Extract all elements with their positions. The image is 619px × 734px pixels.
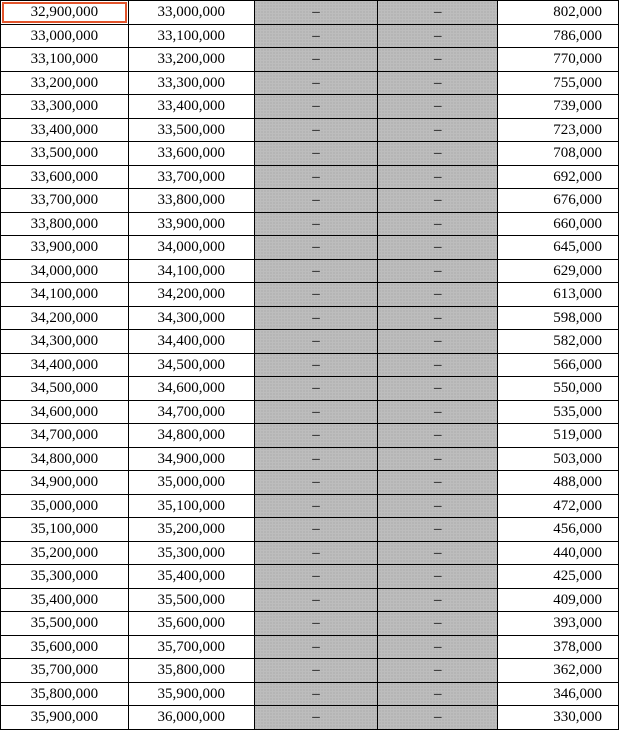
amount-cell[interactable]: 456,000 [498,518,619,542]
range-to-cell[interactable]: 34,800,000 [128,424,254,448]
amount-cell[interactable]: 708,000 [498,142,619,166]
shaded-dash-cell[interactable]: – [254,706,378,730]
range-to-cell[interactable]: 35,300,000 [128,541,254,565]
selected-cell[interactable]: 32,900,000 [1,1,129,25]
table-row [1,212,619,236]
range-from-cell[interactable]: 34,200,000 [1,306,129,330]
shaded-dash-cell[interactable]: – [254,212,378,236]
range-to-cell[interactable]: 34,000,000 [128,236,254,260]
range-from-cell[interactable]: 33,400,000 [1,118,129,142]
shaded-dash-cell[interactable]: – [378,682,498,706]
range-from-cell[interactable]: 33,800,000 [1,212,129,236]
shaded-dash-cell[interactable]: – [254,494,378,518]
table-row [1,706,619,730]
shaded-dash-cell[interactable]: – [378,306,498,330]
shaded-dash-cell[interactable]: – [254,588,378,612]
shaded-dash-cell[interactable]: – [254,142,378,166]
shaded-dash-cell[interactable]: – [254,541,378,565]
shaded-dash-cell[interactable]: – [254,447,378,471]
range-to-cell[interactable]: 34,900,000 [128,447,254,471]
range-from-cell[interactable]: 33,500,000 [1,142,129,166]
range-from-cell[interactable]: 34,400,000 [1,353,129,377]
shaded-dash-cell[interactable]: – [378,400,498,424]
amount-cell[interactable]: 488,000 [498,471,619,495]
amount-cell[interactable]: 739,000 [498,95,619,119]
range-from-cell[interactable]: 34,100,000 [1,283,129,307]
table-row [1,118,619,142]
shaded-dash-cell[interactable]: – [254,377,378,401]
amount-cell[interactable]: 472,000 [498,494,619,518]
shaded-dash-cell[interactable]: – [254,165,378,189]
table-row [1,612,619,636]
shaded-dash-cell[interactable]: – [378,471,498,495]
range-to-cell[interactable]: 35,500,000 [128,588,254,612]
range-to-cell[interactable]: 35,700,000 [128,635,254,659]
range-to-cell[interactable]: 34,400,000 [128,330,254,354]
range-from-cell[interactable]: 34,700,000 [1,424,129,448]
range-to-cell[interactable]: 34,700,000 [128,400,254,424]
amount-cell[interactable]: 660,000 [498,212,619,236]
amount-cell[interactable]: 378,000 [498,635,619,659]
range-to-cell[interactable]: 33,000,000 [128,1,254,25]
range-to-cell[interactable]: 33,700,000 [128,165,254,189]
table-row [1,494,619,518]
range-from-cell[interactable]: 34,300,000 [1,330,129,354]
amount-cell[interactable]: 629,000 [498,259,619,283]
amount-cell[interactable]: 802,000 [498,1,619,25]
table-row [1,306,619,330]
amount-cell[interactable]: 409,000 [498,588,619,612]
amount-cell[interactable]: 362,000 [498,659,619,683]
shaded-dash-cell[interactable]: – [378,518,498,542]
range-to-cell[interactable]: 34,300,000 [128,306,254,330]
shaded-dash-cell[interactable]: – [254,635,378,659]
shaded-dash-cell[interactable]: – [378,424,498,448]
range-from-cell[interactable]: 35,200,000 [1,541,129,565]
shaded-dash-cell[interactable]: – [378,1,498,25]
shaded-dash-cell[interactable]: – [378,635,498,659]
amount-cell[interactable]: 346,000 [498,682,619,706]
range-from-cell[interactable]: 33,900,000 [1,236,129,260]
amount-cell[interactable]: 582,000 [498,330,619,354]
table-row [1,330,619,354]
table-row [1,259,619,283]
shaded-dash-cell[interactable]: – [254,330,378,354]
range-from-cell[interactable]: 34,900,000 [1,471,129,495]
shaded-dash-cell[interactable]: – [254,612,378,636]
table-row [1,541,619,565]
shaded-dash-cell[interactable]: – [254,189,378,213]
range-from-cell[interactable]: 35,600,000 [1,635,129,659]
shaded-dash-cell[interactable]: – [254,236,378,260]
table-row [1,142,619,166]
table-row [1,565,619,589]
range-to-cell[interactable]: 33,300,000 [128,71,254,95]
shaded-dash-cell[interactable]: – [378,24,498,48]
range-to-cell[interactable]: 33,500,000 [128,118,254,142]
range-from-cell[interactable]: 35,300,000 [1,565,129,589]
amount-cell[interactable]: 786,000 [498,24,619,48]
shaded-dash-cell[interactable]: – [254,259,378,283]
shaded-dash-cell[interactable]: – [378,447,498,471]
amount-cell[interactable]: 393,000 [498,612,619,636]
shaded-dash-cell[interactable]: – [378,118,498,142]
amount-cell[interactable]: 566,000 [498,353,619,377]
shaded-dash-cell[interactable]: – [254,659,378,683]
amount-cell[interactable]: 692,000 [498,165,619,189]
shaded-dash-cell[interactable]: – [378,236,498,260]
range-from-cell[interactable]: 35,000,000 [1,494,129,518]
amount-cell[interactable]: 645,000 [498,236,619,260]
amount-cell[interactable]: 503,000 [498,447,619,471]
shaded-dash-cell[interactable]: – [378,259,498,283]
shaded-dash-cell[interactable]: – [254,400,378,424]
range-from-cell[interactable]: 35,400,000 [1,588,129,612]
range-from-cell[interactable]: 34,000,000 [1,259,129,283]
shaded-dash-cell[interactable]: – [378,212,498,236]
range-to-cell[interactable]: 35,400,000 [128,565,254,589]
range-from-cell[interactable]: 33,300,000 [1,95,129,119]
shaded-dash-cell[interactable]: – [378,659,498,683]
range-to-cell[interactable]: 35,200,000 [128,518,254,542]
shaded-dash-cell[interactable]: – [254,682,378,706]
amount-cell[interactable]: 598,000 [498,306,619,330]
shaded-dash-cell[interactable]: – [254,95,378,119]
shaded-dash-cell[interactable]: – [378,48,498,72]
table-row [1,659,619,683]
range-from-cell[interactable]: 35,500,000 [1,612,129,636]
amount-cell[interactable]: 519,000 [498,424,619,448]
shaded-dash-cell[interactable]: – [378,541,498,565]
range-from-cell[interactable]: 35,100,000 [1,518,129,542]
amount-cell[interactable]: 770,000 [498,48,619,72]
amount-cell[interactable]: 330,000 [498,706,619,730]
table-row [1,1,619,25]
shaded-dash-cell[interactable]: – [378,565,498,589]
shaded-dash-cell[interactable]: – [378,283,498,307]
shaded-dash-cell[interactable]: – [378,71,498,95]
amount-cell[interactable]: 535,000 [498,400,619,424]
amount-cell[interactable]: 755,000 [498,71,619,95]
table-body [1,1,619,730]
table-row [1,71,619,95]
range-to-cell[interactable]: 34,500,000 [128,353,254,377]
table-row [1,400,619,424]
table-row [1,377,619,401]
shaded-dash-cell[interactable]: – [378,588,498,612]
range-from-cell[interactable]: 33,700,000 [1,189,129,213]
shaded-dash-cell[interactable]: – [254,518,378,542]
amount-cell[interactable]: 425,000 [498,565,619,589]
table-row [1,588,619,612]
range-to-cell[interactable]: 35,100,000 [128,494,254,518]
range-to-cell[interactable]: 35,900,000 [128,682,254,706]
amount-cell[interactable]: 550,000 [498,377,619,401]
range-to-cell[interactable]: 34,100,000 [128,259,254,283]
shaded-dash-cell[interactable]: – [254,471,378,495]
range-from-cell[interactable]: 35,700,000 [1,659,129,683]
table-row [1,682,619,706]
range-from-cell[interactable]: 34,800,000 [1,447,129,471]
table-row [1,635,619,659]
shaded-dash-cell[interactable]: – [254,353,378,377]
range-from-cell[interactable]: 35,900,000 [1,706,129,730]
range-to-cell[interactable]: 33,900,000 [128,212,254,236]
shaded-dash-cell[interactable]: – [254,283,378,307]
range-from-cell[interactable]: 33,000,000 [1,24,129,48]
shaded-dash-cell[interactable]: – [378,353,498,377]
range-to-cell[interactable]: 33,200,000 [128,48,254,72]
shaded-dash-cell[interactable]: – [378,189,498,213]
shaded-dash-cell[interactable]: – [254,71,378,95]
amount-cell[interactable]: 723,000 [498,118,619,142]
range-to-cell[interactable]: 35,600,000 [128,612,254,636]
shaded-dash-cell[interactable]: – [254,424,378,448]
shaded-dash-cell[interactable]: – [254,24,378,48]
range-from-cell[interactable]: 33,600,000 [1,165,129,189]
table-row [1,95,619,119]
range-from-cell[interactable]: 34,600,000 [1,400,129,424]
range-from-cell[interactable]: 34,500,000 [1,377,129,401]
range-to-cell[interactable]: 35,800,000 [128,659,254,683]
range-from-cell[interactable]: 33,200,000 [1,71,129,95]
table-row [1,165,619,189]
range-to-cell[interactable]: 33,100,000 [128,24,254,48]
shaded-dash-cell[interactable]: – [378,330,498,354]
table-row [1,518,619,542]
amount-cell[interactable]: 613,000 [498,283,619,307]
shaded-dash-cell[interactable]: – [254,306,378,330]
amount-cell[interactable]: 676,000 [498,189,619,213]
shaded-dash-cell[interactable]: – [254,48,378,72]
range-to-cell[interactable]: 34,600,000 [128,377,254,401]
shaded-dash-cell[interactable]: – [378,612,498,636]
range-to-cell[interactable]: 36,000,000 [128,706,254,730]
range-to-cell[interactable]: 33,400,000 [128,95,254,119]
range-to-cell[interactable]: 34,200,000 [128,283,254,307]
range-to-cell[interactable]: 35,000,000 [128,471,254,495]
shaded-dash-cell[interactable]: – [378,706,498,730]
table-row [1,189,619,213]
table-row [1,24,619,48]
shaded-dash-cell[interactable]: – [378,494,498,518]
table-row [1,424,619,448]
range-to-cell[interactable]: 33,600,000 [128,142,254,166]
shaded-dash-cell[interactable]: – [378,142,498,166]
range-from-cell[interactable]: 33,100,000 [1,48,129,72]
shaded-dash-cell[interactable]: – [378,377,498,401]
table-row [1,48,619,72]
shaded-dash-cell[interactable]: – [254,565,378,589]
table-row [1,283,619,307]
table-row [1,471,619,495]
amount-cell[interactable]: 440,000 [498,541,619,565]
shaded-dash-cell[interactable]: – [254,118,378,142]
table-row [1,236,619,260]
shaded-dash-cell[interactable]: – [254,1,378,25]
shaded-dash-cell[interactable]: – [378,95,498,119]
table-row [1,353,619,377]
range-from-cell[interactable]: 35,800,000 [1,682,129,706]
range-to-cell[interactable]: 33,800,000 [128,189,254,213]
table-row [1,447,619,471]
shaded-dash-cell[interactable]: – [378,165,498,189]
